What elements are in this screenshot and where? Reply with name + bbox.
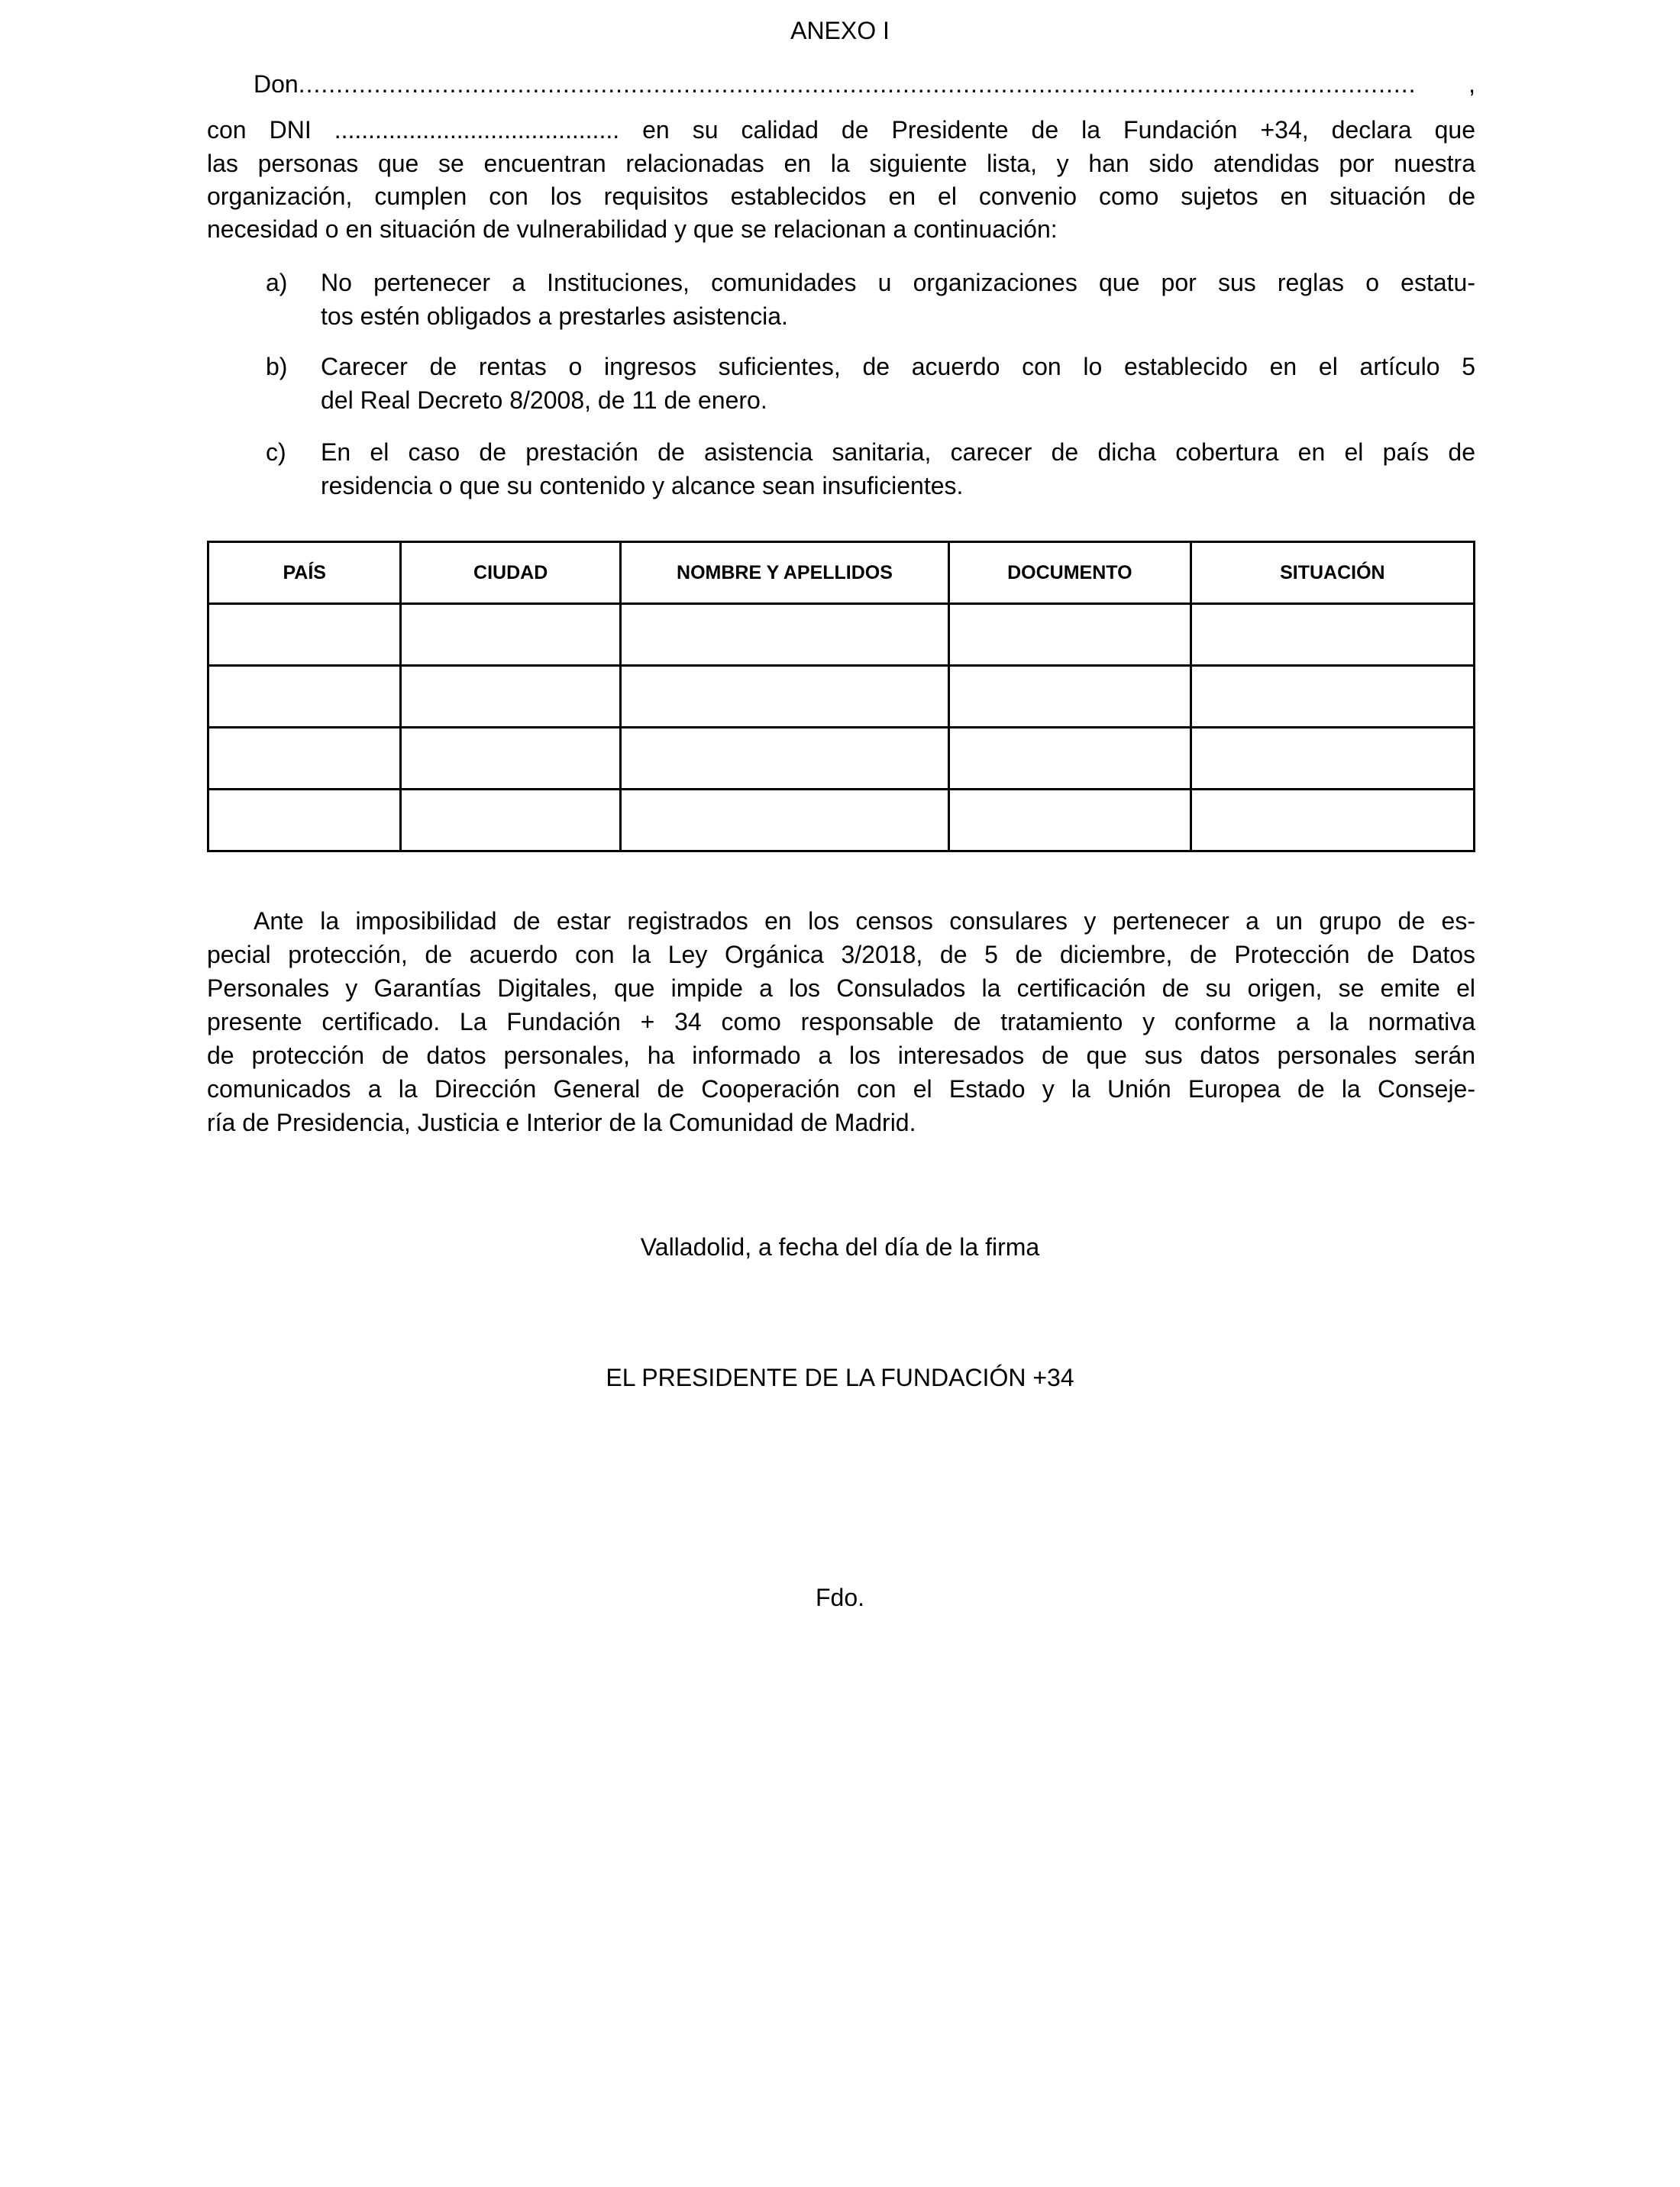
- column-header: DOCUMENTO: [949, 542, 1191, 604]
- declaration-line: organización, cumplen con los requisitos establecidos en el convenio como sujetos en situación de: [207, 183, 1475, 210]
- requirement-line: Carecer de rentas o ingresos suficientes, de acuerdo con lo establecido en el artículo 5: [321, 353, 1475, 380]
- don-comma: ,: [1468, 70, 1475, 98]
- requirement-label: a): [266, 269, 288, 296]
- paragraph-line: comunicados a la Dirección General de Cooperación con el Estado y la Unión Europea de la Conseje-: [207, 1075, 1475, 1103]
- table-cell[interactable]: [620, 728, 948, 790]
- table-cell[interactable]: [620, 666, 948, 728]
- table-cell[interactable]: [949, 790, 1191, 851]
- table-cell[interactable]: [1191, 604, 1474, 666]
- column-header: SITUACIÓN: [1191, 542, 1474, 604]
- table-cell[interactable]: [401, 666, 620, 728]
- table-cell[interactable]: [949, 728, 1191, 790]
- table-cell[interactable]: [620, 604, 948, 666]
- table-cell[interactable]: [949, 666, 1191, 728]
- requirement-line: En el caso de prestación de asistencia sanitaria, carecer de dicha cobertura en el país de: [321, 438, 1475, 466]
- table-cell[interactable]: [401, 728, 620, 790]
- table-cell[interactable]: [401, 604, 620, 666]
- paragraph-line: de protección de datos personales, ha informado a los interesados de que sus datos personales serán: [207, 1042, 1475, 1069]
- requirement-label: c): [266, 438, 286, 466]
- paragraph-line: ría de Presidencia, Justicia e Interior de la Comunidad de Madrid.: [207, 1109, 916, 1136]
- paragraph-line: Ante la imposibilidad de estar registrados en los censos consulares y pertenecer a un grupo de es-: [254, 907, 1475, 935]
- declaration-line: las personas que se encuentran relacionadas en la siguiente lista, y han sido atendidas por nuestra: [207, 150, 1475, 177]
- declaration-line: necesidad o en situación de vulnerabilidad y que se relacionan a continuación:: [207, 215, 1058, 243]
- requirement-line: residencia o que su contenido y alcance sean insuficientes.: [321, 472, 964, 499]
- persons-table: [207, 541, 1475, 852]
- signature-label: Fdo.: [815, 1584, 865, 1611]
- table-cell[interactable]: [208, 666, 401, 728]
- declaration-line: con DNI .......................................... en su calidad de Presidente de la Fundación +34, declara que: [207, 116, 1475, 144]
- place-date: Valladolid, a fecha del día de la firma: [640, 1233, 1040, 1261]
- table-header-row: [208, 542, 1475, 604]
- don-label: Don: [254, 70, 299, 98]
- requirement-label: b): [266, 353, 288, 380]
- table-row: [208, 604, 1475, 666]
- table-cell[interactable]: [620, 790, 948, 851]
- table-row: [208, 790, 1475, 851]
- column-header: CIUDAD: [401, 542, 620, 604]
- table-cell[interactable]: [208, 728, 401, 790]
- paragraph-line: pecial protección, de acuerdo con la Ley Orgánica 3/2018, de 5 de diciembre, de Protección de Datos: [207, 941, 1475, 968]
- column-header: NOMBRE Y APELLIDOS: [620, 542, 948, 604]
- table-row: [208, 666, 1475, 728]
- paragraph-line: Personales y Garantías Digitales, que impide a los Consulados la certificación de su origen, se emite el: [207, 974, 1475, 1002]
- table-cell[interactable]: [208, 604, 401, 666]
- document-title: ANEXO I: [790, 17, 890, 44]
- table-cell[interactable]: [208, 790, 401, 851]
- table-cell[interactable]: [1191, 790, 1474, 851]
- requirement-line: del Real Decreto 8/2008, de 11 de enero.: [321, 386, 767, 414]
- paragraph-line: presente certificado. La Fundación + 34 como responsable de tratamiento y conforme a la normativa: [207, 1008, 1475, 1035]
- table-cell[interactable]: [401, 790, 620, 851]
- table-cell[interactable]: [949, 604, 1191, 666]
- table-cell[interactable]: [1191, 666, 1474, 728]
- requirement-line: No pertenecer a Instituciones, comunidades u organizaciones que por sus reglas o estatu-: [321, 269, 1475, 296]
- table-cell[interactable]: [1191, 728, 1474, 790]
- column-header: PAÍS: [208, 542, 401, 604]
- don-line: [254, 67, 1475, 101]
- table-row: [208, 728, 1475, 790]
- signatory-title: EL PRESIDENTE DE LA FUNDACIÓN +34: [606, 1364, 1074, 1391]
- don-dots: ....................................................................................................................................................: [298, 70, 1417, 98]
- requirement-line: tos estén obligados a prestarles asistencia.: [321, 302, 788, 330]
